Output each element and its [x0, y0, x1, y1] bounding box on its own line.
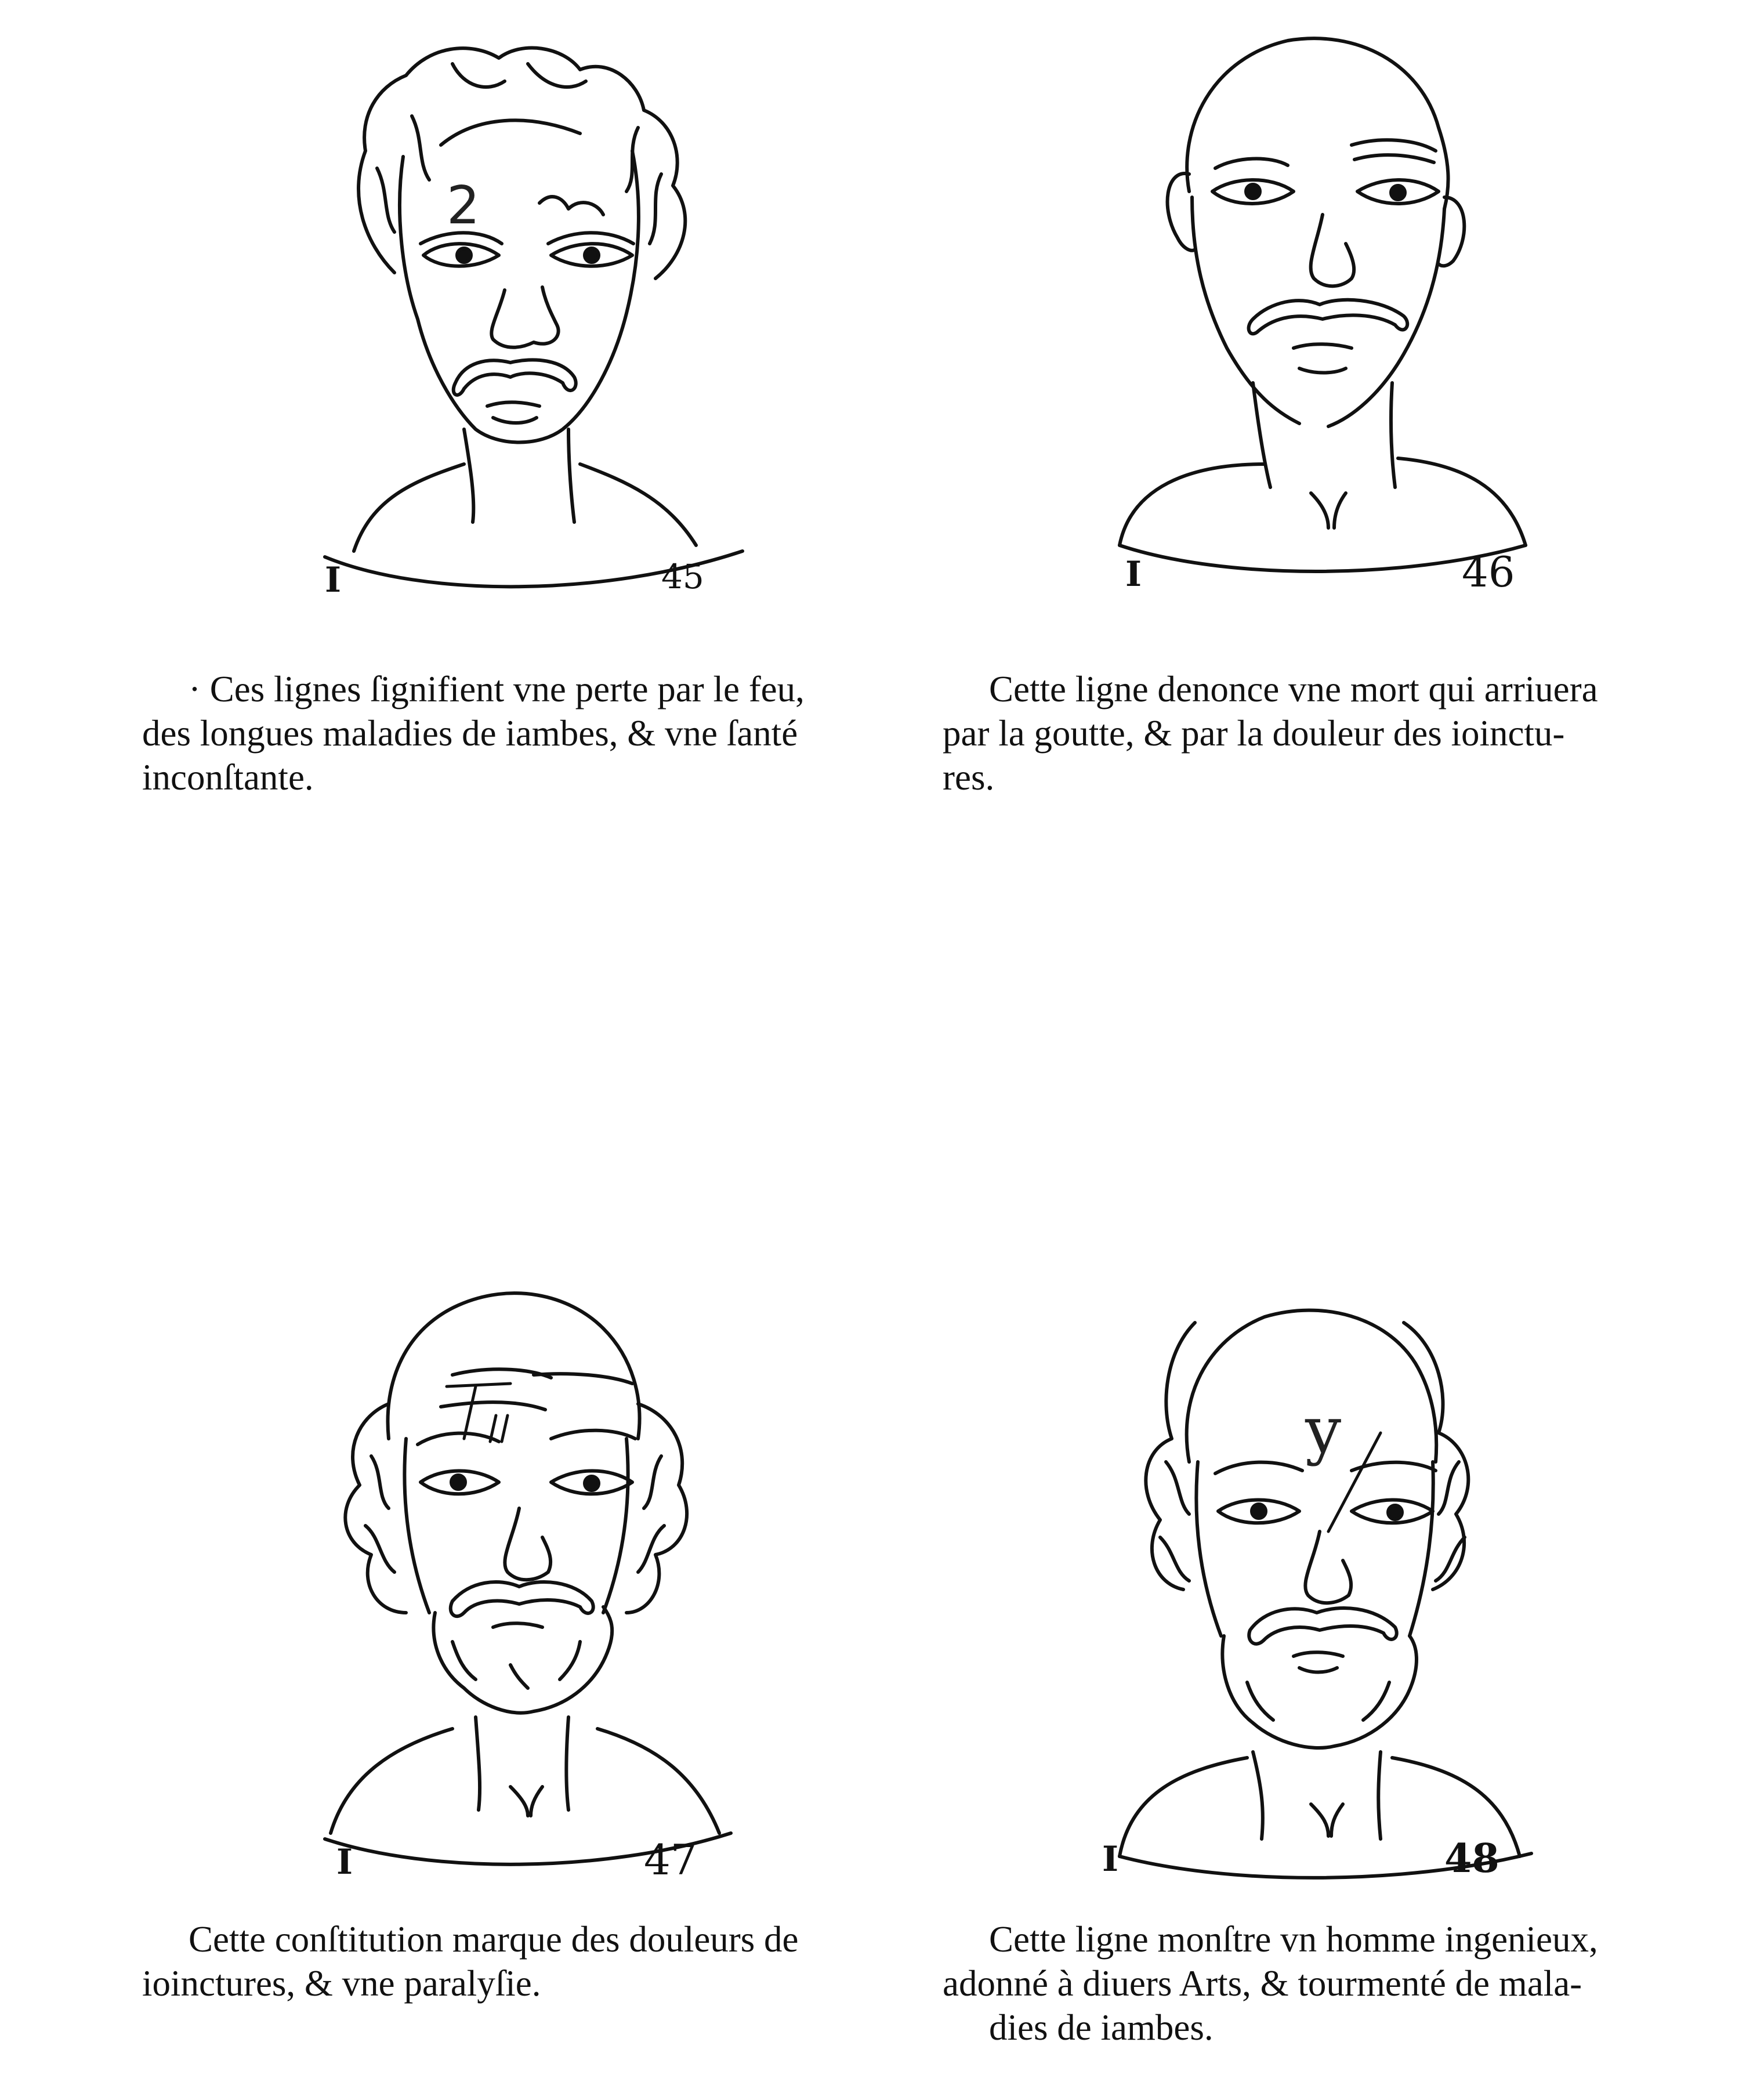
caption-45-line-1: · Ces lignes ſignifient vne perte par le feu, [189, 669, 805, 709]
figure-number-45: 45 [661, 557, 704, 596]
face-portrait-48 [1079, 1288, 1555, 1880]
face-portrait-45 [278, 23, 754, 603]
caption-46-line-2: par la goutte, & par la douleur des ioinctu- [943, 713, 1565, 754]
caption-46 [943, 667, 1697, 799]
caption-48-line-3: dies de iambes. [989, 2007, 1214, 2048]
caption-45-line-2: des longues maladies de iambes, & vne ſanté [142, 713, 798, 754]
figure-mark-47: I [336, 1842, 353, 1882]
caption-47-line-1: Cette conſtitution marque des douleurs de [189, 1919, 799, 1960]
caption-46-line-1: Cette ligne denonce vne mort qui arriuera [989, 669, 1598, 709]
plate-47-illustration [278, 1265, 754, 1884]
figure-number-47: 47 [644, 1835, 697, 1884]
plate-48-illustration [1079, 1288, 1555, 1880]
caption-46-line-3: res. [943, 757, 995, 798]
face-portrait-46 [1079, 23, 1555, 603]
caption-45 [142, 667, 896, 799]
caption-47 [142, 1917, 896, 2005]
caption-48-line-2: adonné à diuers Arts, & tourmenté de mala- [943, 1963, 1582, 2004]
caption-48-line-1: Cette ligne monſtre vn homme ingenieux, [989, 1919, 1598, 1960]
face-portrait-47 [278, 1265, 754, 1884]
forehead-mark-48: y [1305, 1393, 1342, 1467]
caption-48 [943, 1917, 1697, 2050]
figure-number-48: 48 [1444, 1835, 1499, 1882]
caption-47-line-2: ioinctures, & vne paralyſie. [142, 1963, 541, 2004]
plate-45-illustration [278, 23, 754, 603]
figure-number-46: 46 [1462, 548, 1515, 596]
plate-46-illustration [1079, 23, 1555, 603]
figure-mark-46: I [1125, 554, 1142, 595]
caption-45-line-3: inconſtante. [142, 757, 314, 798]
forehead-mark-45: 2 [447, 175, 480, 236]
figure-mark-45: I [325, 560, 342, 600]
figure-mark-48: I [1102, 1839, 1119, 1880]
